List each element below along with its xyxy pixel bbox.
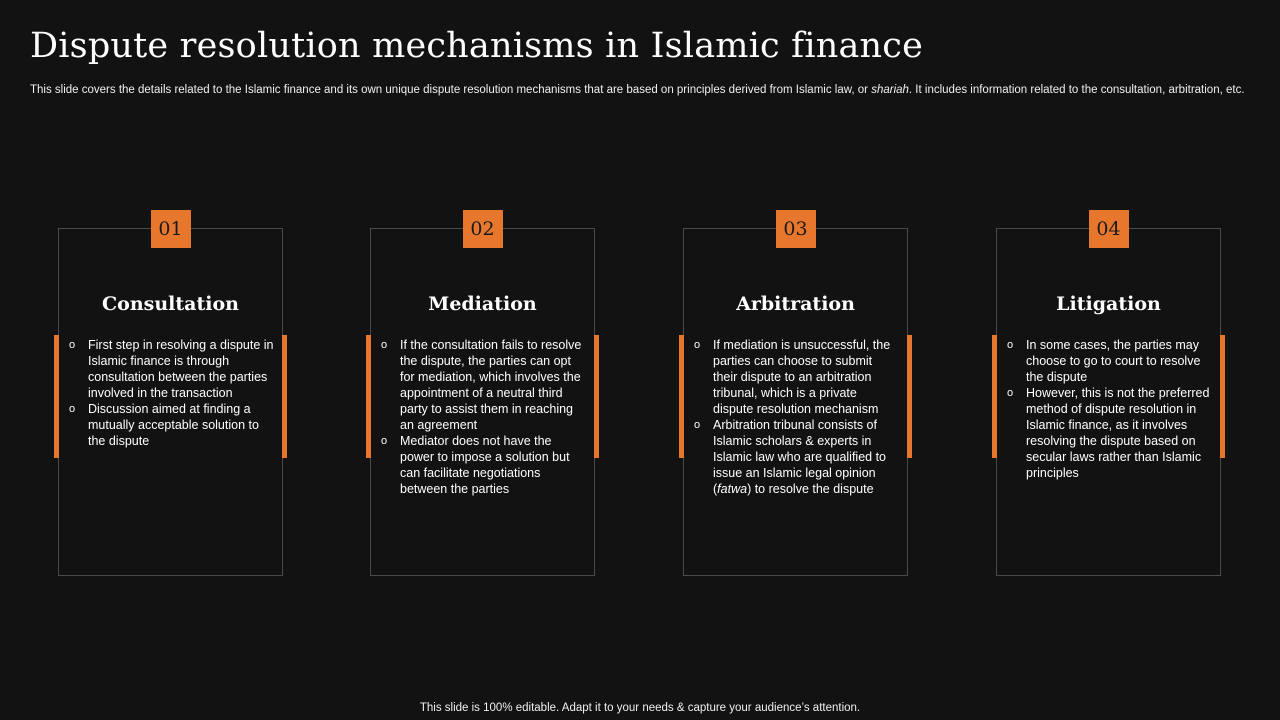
list-item bbox=[381, 337, 586, 433]
card-number-badge: 02 bbox=[463, 210, 503, 248]
card-title: Litigation bbox=[1056, 293, 1161, 315]
list-item bbox=[69, 401, 274, 449]
circle-bullet-icon: o bbox=[1007, 339, 1014, 351]
card-consultation bbox=[58, 218, 283, 576]
circle-bullet-icon: o bbox=[381, 339, 388, 351]
card-bullet-list bbox=[1007, 337, 1212, 481]
list-item-text: If the consultation fails to resolve the dispute, the parties can opt for mediation, which involves the appointment of a neutral third party to assist them in reaching an agreement bbox=[400, 338, 582, 432]
list-item-text: Discussion aimed at finding a mutually acceptable solution to the dispute bbox=[88, 402, 259, 448]
circle-bullet-icon: o bbox=[694, 339, 701, 351]
card-bullet-list bbox=[381, 337, 586, 497]
list-item bbox=[381, 433, 586, 497]
card-number-badge: 01 bbox=[151, 210, 191, 248]
card-bullet-list bbox=[694, 337, 899, 497]
list-item bbox=[69, 337, 274, 401]
card-title: Consultation bbox=[102, 293, 239, 315]
slide-title: Dispute resolution mechanisms in Islamic finance bbox=[30, 26, 923, 66]
circle-bullet-icon: o bbox=[69, 403, 76, 415]
list-item-text: If mediation is unsuccessful, the parties can choose to submit their dispute to an arbitration tribunal, which is a private dispute resolution mechanism bbox=[713, 338, 891, 416]
card-bullet-list bbox=[69, 337, 274, 449]
card-litigation bbox=[996, 218, 1221, 576]
italic-term: fatwa bbox=[717, 482, 748, 496]
list-item bbox=[694, 417, 899, 497]
circle-bullet-icon: o bbox=[1007, 387, 1014, 399]
accent-bar-left bbox=[366, 335, 371, 458]
accent-bar-left bbox=[679, 335, 684, 458]
card-number-badge: 04 bbox=[1089, 210, 1129, 248]
accent-bar-right bbox=[907, 335, 912, 458]
card-mediation bbox=[370, 218, 595, 576]
accent-bar-right bbox=[594, 335, 599, 458]
accent-bar-right bbox=[282, 335, 287, 458]
description-italic-term: shariah bbox=[871, 84, 909, 96]
card-title: Mediation bbox=[428, 293, 537, 315]
circle-bullet-icon: o bbox=[69, 339, 76, 351]
slide-footer-note: This slide is 100% editable. Adapt it to your needs & capture your audience’s attention. bbox=[419, 702, 861, 714]
card-number-badge: 03 bbox=[776, 210, 816, 248]
list-item bbox=[1007, 385, 1212, 481]
list-item-text: First step in resolving a dispute in Islamic finance is through consultation between the parties involved in the transaction bbox=[88, 338, 274, 400]
list-item bbox=[694, 337, 899, 417]
accent-bar-right bbox=[1220, 335, 1225, 458]
accent-bar-left bbox=[54, 335, 59, 458]
list-item-text: In some cases, the parties may choose to go to court to resolve the dispute bbox=[1026, 338, 1201, 384]
list-item bbox=[1007, 337, 1212, 385]
circle-bullet-icon: o bbox=[694, 419, 701, 431]
list-item-text: However, this is not the preferred method of dispute resolution in Islamic finance, as it involves resolving the dispute based on secular laws rather than Islamic principles bbox=[1026, 386, 1210, 480]
list-item-text: Mediator does not have the power to impose a solution but can facilitate negotiations between the parties bbox=[400, 434, 570, 496]
list-item-text: Arbitration tribunal consists of Islamic scholars & experts in Islamic law who are qualified to issue an Islamic legal opinion (fatwa) to resolve the dispute bbox=[713, 418, 886, 496]
card-arbitration bbox=[683, 218, 908, 576]
card-title: Arbitration bbox=[736, 293, 855, 315]
description-text: This slide covers the details related to the Islamic finance and its own unique dispute resolution mechanisms that are based on principles derived from Islamic law, or bbox=[30, 84, 872, 96]
circle-bullet-icon: o bbox=[381, 435, 388, 447]
slide-description bbox=[30, 84, 1245, 97]
description-text-end: . It includes information related to the consultation, arbitration, etc. bbox=[908, 84, 1245, 96]
accent-bar-left bbox=[992, 335, 997, 458]
